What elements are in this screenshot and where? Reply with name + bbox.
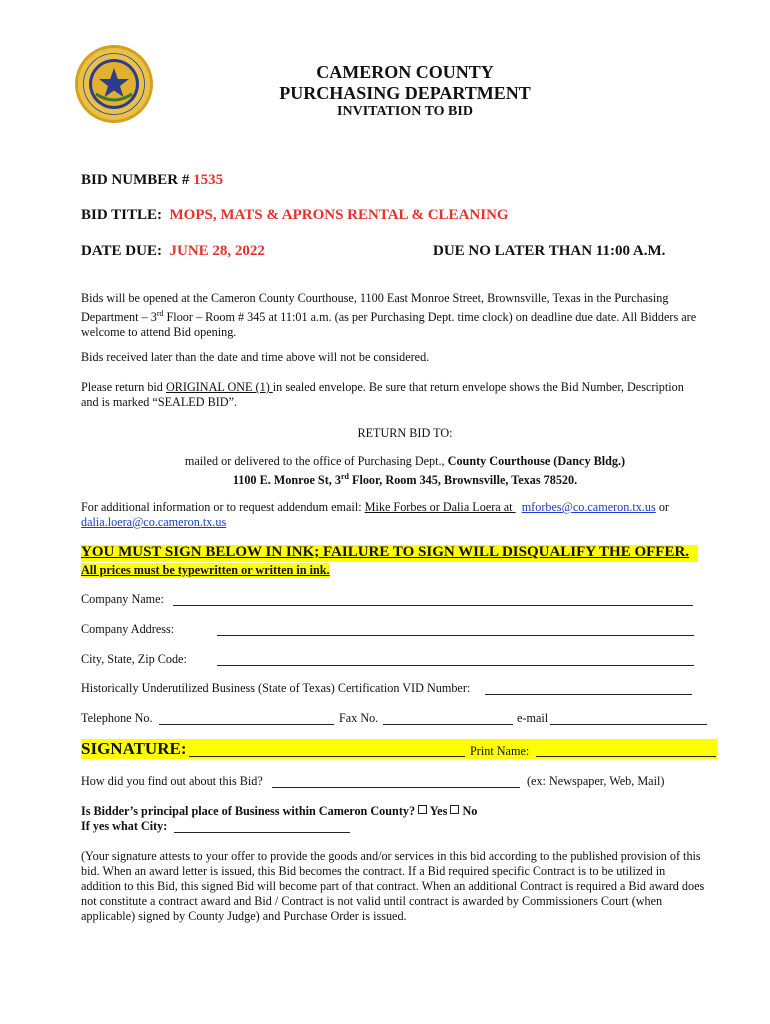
principal-question-row bbox=[81, 804, 477, 819]
hub-vid-field[interactable] bbox=[485, 683, 692, 695]
return-line-1-a: Please return bid bbox=[81, 380, 166, 394]
header-county: CAMERON COUNTY bbox=[316, 62, 494, 82]
email-link-loera[interactable]: dalia.loera@co.cameron.tx.us bbox=[81, 515, 227, 529]
contact-or: or bbox=[655, 500, 669, 514]
print-name-label: Print Name: bbox=[470, 744, 530, 758]
yes-checkbox[interactable] bbox=[418, 805, 427, 814]
return-line-1-b: in sealed envelope. Be sure that return envelope shows the Bid Number, Description bbox=[272, 380, 684, 394]
fax-label: Fax No. bbox=[339, 711, 379, 725]
return-paragraph bbox=[81, 380, 741, 410]
mailing-address bbox=[0, 454, 770, 488]
opening-line-2-a: Department – 3 bbox=[81, 310, 157, 325]
if-yes-city-label: If yes what City: bbox=[81, 819, 168, 833]
late-notice: Bids received later than the date and time above will not be considered. bbox=[81, 350, 430, 364]
opening-line-2 bbox=[81, 306, 741, 325]
telephone-label: Telephone No. bbox=[81, 711, 153, 725]
contact-info bbox=[81, 500, 741, 530]
header-invitation: INVITATION TO BID bbox=[337, 104, 473, 119]
company-address-label: Company Address: bbox=[81, 622, 175, 636]
email-field[interactable] bbox=[550, 713, 707, 725]
attestation-line-1: (Your signature attests to your offer to provide the goods and/or services in this bid according to the published provision of this bbox=[81, 849, 701, 863]
attestation-line-5: applicable) signed by County Judge) and Purchase Order is issued. bbox=[81, 909, 407, 923]
how-found-field[interactable] bbox=[272, 776, 520, 788]
bid-number-row bbox=[81, 172, 223, 189]
fax-field[interactable] bbox=[383, 713, 513, 725]
attestation-line-4: not constitute a contract award and Bid / Contract is not valid until contract is awarded by Commissioners Court (when bbox=[81, 894, 663, 908]
date-due-row bbox=[81, 243, 265, 260]
bid-title-value: MOPS, MATS & APRONS RENTAL & CLEANING bbox=[169, 207, 509, 223]
attestation-line-3: addition to this Bid, this signed Bid will become part of that contract. When an additional Contract is required a Bid award does bbox=[81, 879, 705, 893]
mailing-sup: rd bbox=[340, 472, 349, 481]
company-address-field[interactable] bbox=[217, 624, 694, 636]
contact-intro: For additional information or to request addendum email: bbox=[81, 500, 365, 514]
date-due-label: DATE DUE: bbox=[81, 243, 162, 259]
mailing-line-2-a: 1100 E. Monroe St, 3 bbox=[232, 473, 341, 488]
no-label: No bbox=[462, 804, 478, 818]
yes-label: Yes bbox=[429, 804, 448, 818]
how-found-label: How did you find out about this Bid? bbox=[81, 774, 263, 788]
if-yes-city-field[interactable] bbox=[174, 821, 350, 833]
signature-label: SIGNATURE: bbox=[81, 739, 187, 758]
return-bid-to: RETURN BID TO: bbox=[357, 426, 453, 440]
telephone-field[interactable] bbox=[159, 713, 334, 725]
signature-field[interactable] bbox=[189, 745, 465, 757]
opening-sup: rd bbox=[156, 309, 164, 318]
return-line-2: and is marked “SEALED BID”. bbox=[81, 395, 238, 409]
mailing-line-2 bbox=[0, 469, 770, 488]
contact-names: Mike Forbes or Dalia Loera at bbox=[364, 500, 516, 514]
bid-number-value: 1535 bbox=[193, 172, 224, 188]
opening-paragraph bbox=[81, 291, 741, 340]
principal-question: Is Bidder’s principal place of Business within Cameron County? bbox=[81, 804, 416, 818]
bid-number-label: BID NUMBER # bbox=[81, 172, 190, 188]
bid-title-row bbox=[81, 207, 509, 224]
city-state-zip-field[interactable] bbox=[217, 654, 694, 666]
opening-line-2-b: Floor – Room # 345 at 11:01 a.m. (as per Purchasing Dept. time clock) on deadline due date. All Bidders are bbox=[163, 310, 697, 325]
date-due-value: JUNE 28, 2022 bbox=[169, 243, 265, 259]
return-line-1 bbox=[81, 380, 741, 395]
signature-attestation bbox=[81, 849, 731, 924]
attestation-line-2: bid. When an award letter is issued, this Bid becomes the contract. If a Bid required specific Contract is to be utilized in bbox=[81, 864, 666, 878]
email-label: e-mail bbox=[517, 711, 549, 725]
email-link-forbes[interactable]: mforbes@co.cameron.tx.us bbox=[521, 500, 656, 514]
header-department: PURCHASING DEPARTMENT bbox=[279, 83, 531, 103]
original-one-text: ORIGINAL ONE (1) bbox=[165, 380, 273, 394]
mailing-line-1 bbox=[0, 454, 770, 469]
contact-line-1 bbox=[81, 500, 741, 515]
mailing-line-2-b: Floor, Room 345, Brownsville, Texas 78520. bbox=[348, 473, 578, 488]
hub-vid-label: Historically Underutilized Business (State of Texas) Certification VID Number: bbox=[81, 681, 471, 695]
mailing-line-1-a: mailed or delivered to the office of Purchasing Dept., bbox=[184, 454, 448, 468]
no-checkbox[interactable] bbox=[450, 805, 459, 814]
bid-title-label: BID TITLE: bbox=[81, 207, 163, 223]
how-found-example: (ex: Newspaper, Web, Mail) bbox=[527, 774, 665, 788]
company-name-label: Company Name: bbox=[81, 592, 164, 606]
company-name-field[interactable] bbox=[173, 594, 693, 606]
opening-line-1: Bids will be opened at the Cameron County Courthouse, 1100 East Monroe Street, Brownsville, Texas in the Purchasing bbox=[81, 291, 669, 305]
courthouse-name: County Courthouse (Dancy Bldg.) bbox=[447, 454, 626, 468]
print-name-field[interactable] bbox=[536, 745, 716, 757]
city-state-zip-label: City, State, Zip Code: bbox=[81, 652, 187, 666]
sign-warning: YOU MUST SIGN BELOW IN INK; FAILURE TO SIGN WILL DISQUALIFY THE OFFER. bbox=[81, 544, 690, 560]
prices-note: All prices must be typewritten or written in ink. bbox=[81, 563, 330, 577]
due-time: DUE NO LATER THAN 11:00 A.M. bbox=[433, 243, 666, 259]
opening-line-3: welcome to attend Bid opening. bbox=[81, 325, 237, 340]
